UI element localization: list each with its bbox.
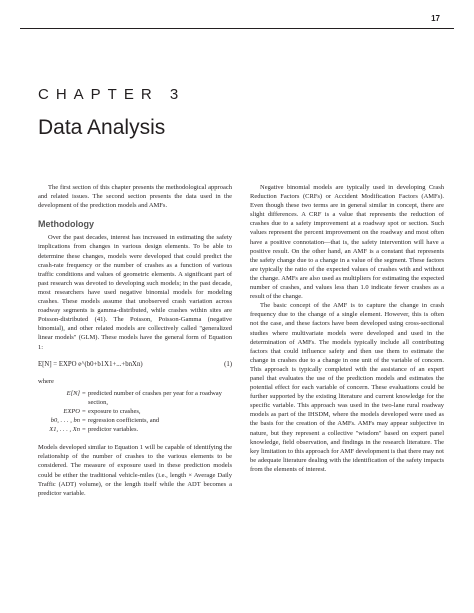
right-paragraph-1: Negative binomial models are typically used in developing Crash Reduction Factors (CRFs) or Accident Modification Factors (AMFs). Even though these two terms are in general similar in concept, there are slight differences. A CRF is a value that represents the reduction of crashes due to a safety improvement at a roadway spot or section. Such values represent the percent improvement on the roadway and most often have a positive connotation—that is, the safety intervention will have a positive result. On the other hand, an AMF is a constant that represents the safety change due to a change in a value of the segment. These factors are typically the ratio of the expected values of crashes with and without the change. AMFs are also used as multipliers for estimating the expected number of crashes, and values less than 1.0 indicate fewer crashes as a result of the change.: [250, 184, 444, 301]
definition-row: [38, 425, 232, 434]
definition-description: exposure to crashes,: [88, 407, 141, 415]
methodology-heading: Methodology: [38, 219, 94, 230]
equation-expression: E[N] = EXPO e^(b0+b1X1+...+bnXn): [38, 360, 143, 368]
definition-term: E[N] =: [66, 389, 86, 397]
right-paragraph-2: The basic concept of the AMF is to capture the change in crash frequency due to the change of a single element. However, this is often not the case, and these factors have been developed using cross-sectional studies where multivariate models were developed and used in the determination of AMFs. The models typically include all contributing factors that could influence safety and then use them to estimate the change in crashes due to a change in one unit of the variable of concern. This approach is typically completed with the assistance of an expert panel that evaluates the use of the prediction models and estimates the potential effect for each variable of concern. These evaluations could be further supported by the existing literature and current knowledge for the specific variable. This approach was used in the two-lane rural roadway models as part of the IHSDM, where the models developed were used as the basis for the creation of the AMFs. AMFs may appear subjective in nature, but they represent a collective "wisdom" based on expert panel knowledge, field observation, and findings in the research literature. The key limitation to this approach for AMF development is that there may not be adequate literature dealing with the identification of the safety impacts from the elements of interest.: [250, 302, 444, 473]
chapter-label: CHAPTER 3: [38, 86, 186, 103]
definition-row: [38, 407, 232, 416]
definition-row: [38, 416, 232, 425]
right-column: [250, 183, 444, 474]
definition-description: predictor variables.: [88, 426, 139, 434]
definition-term: EXPO =: [63, 407, 86, 415]
intro-paragraph: The first section of this chapter presents the methodological approach and related issues. The second section presents the data used in the development of the prediction models and AMFs.: [38, 184, 232, 210]
definition-row: [38, 389, 232, 407]
where-label: where: [38, 377, 54, 385]
definition-term: b0, . . . , bn =: [50, 417, 86, 425]
methodology-paragraph-2: Models developed similar to Equation 1 will be capable of identifying the relationship of the number of crashes to the various elements to be considered. The measure of exposure used in these prediction models could be either the traditional vehicle-miles (i.e., length × Average Daily Traffic (ADT) volume), or the length itself while the ADT becomes a predictor variable.: [38, 444, 232, 497]
definition-description: predicted number of crashes per year for a roadway section,: [88, 389, 222, 406]
left-column: [38, 183, 232, 498]
definition-term: X1, . . . , Xn =: [49, 426, 86, 434]
chapter-title: Data Analysis: [38, 116, 166, 139]
definition-list: [38, 389, 232, 434]
definition-description: regression coefficients, and: [88, 417, 160, 425]
equation-number: (1): [224, 360, 232, 368]
methodology-paragraph-1: Over the past decades, interest has increased in estimating the safety implications from changes in various design elements. To be able to determine these changes, models were developed that could predict the crash-rate frequency or the number of crashes as a function of various traffic conditions and values of geometric elements. A significant part of past research was devoted to developing such models; in the past decade, most researchers have used negative binomial models for modeling crashes. These models assume that unobserved crash variation across roadway segments is gamma-distributed, while crashes within sites are Poisson-distributed (41). The Poisson, Poisson-Gamma (negative binomial), and other related models are collectively called "generalized linear models" (GLM). These models have the general form of Equation 1:: [38, 234, 232, 351]
equation-1: [38, 360, 232, 369]
header-rule: [20, 28, 454, 29]
page-number: 17: [431, 14, 440, 23]
